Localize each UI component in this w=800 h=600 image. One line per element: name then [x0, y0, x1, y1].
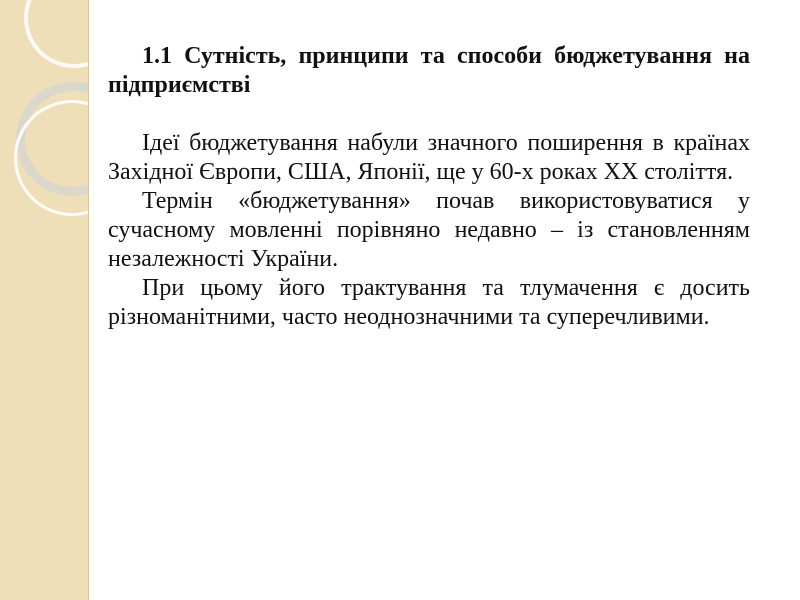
paragraph-interpretation: При цьому його трактування та тлумачення є досить різноманітними, часто неоднозначними та суперечливими. — [108, 275, 750, 330]
decorative-side-band — [0, 0, 89, 600]
slide-content — [108, 42, 750, 332]
paragraph-term-usage: Термін «бюджетування» почав використовуватися у сучасному мовленні порівняно недавно – із становленням незалежності України. — [108, 188, 750, 272]
slide-heading: 1.1 Сутність, принципи та способи бюджетування на підприємстві — [108, 43, 750, 98]
decorative-circle — [24, 0, 89, 68]
paragraph-ideas-spread: Ідеї бюджетування набули значного поширення в країнах Західної Європи, США, Японії, ще у 60-х роках XX століття. — [108, 130, 750, 185]
